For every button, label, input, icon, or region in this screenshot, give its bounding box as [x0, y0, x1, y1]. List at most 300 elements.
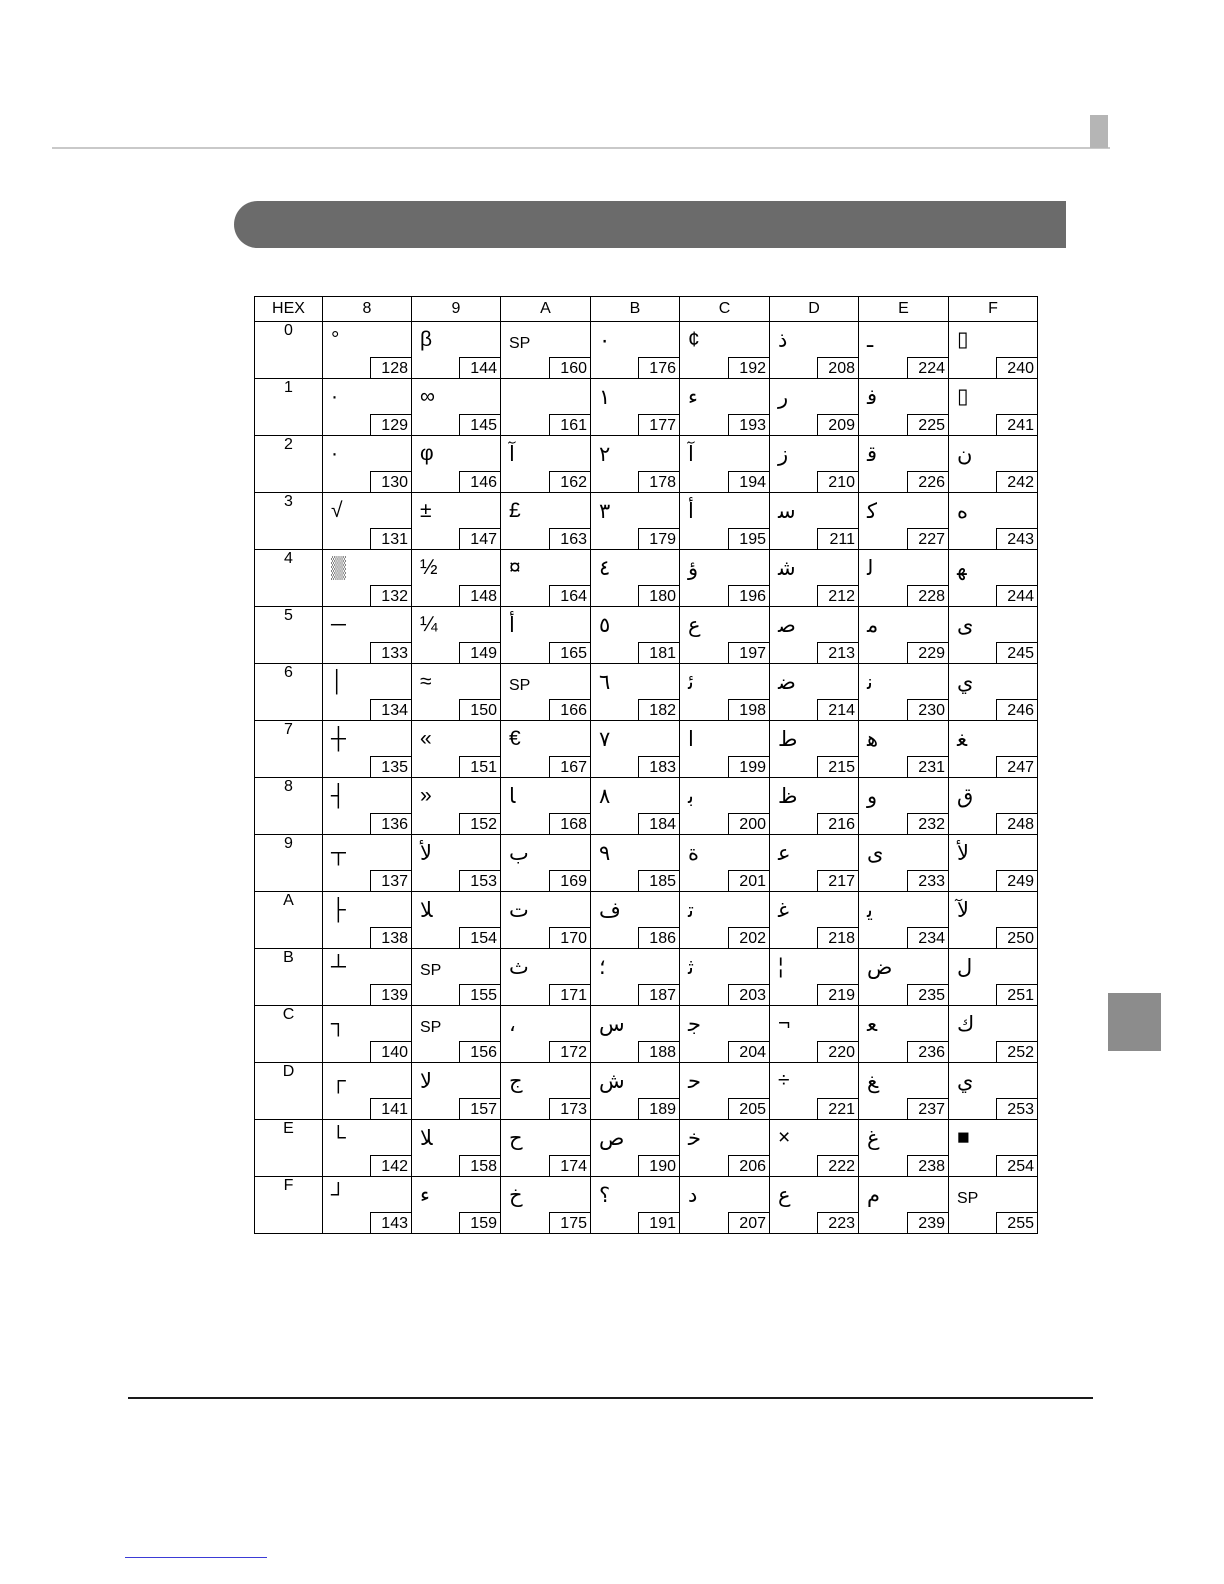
char-glyph: ﻓ [867, 385, 878, 409]
char-cell [680, 1120, 770, 1177]
char-cell [859, 721, 949, 778]
char-code: 154 [459, 927, 501, 949]
char-cell [412, 778, 501, 835]
char-code: 167 [549, 756, 591, 778]
char-cell [949, 892, 1038, 949]
char-cell [680, 721, 770, 778]
header-tab-marker [1090, 115, 1108, 148]
char-code: 225 [907, 414, 949, 436]
char-glyph: ﺿ [778, 670, 796, 694]
header-col: 9 [412, 297, 501, 322]
char-cell [591, 664, 680, 721]
char-code: 193 [728, 414, 770, 436]
char-code: 177 [638, 414, 680, 436]
row-hex-label: F [255, 1177, 323, 1234]
char-code: 220 [817, 1041, 859, 1063]
char-cell [770, 1120, 859, 1177]
table-row [255, 835, 1038, 892]
char-cell [412, 664, 501, 721]
char-cell [412, 892, 501, 949]
char-code: 182 [638, 699, 680, 721]
char-cell [501, 664, 591, 721]
char-code: 130 [370, 471, 412, 493]
row-hex-label: 8 [255, 778, 323, 835]
row-hex-label: 1 [255, 379, 323, 436]
char-code: 145 [459, 414, 501, 436]
char-glyph: ﻼ [420, 1126, 433, 1150]
char-cell [501, 949, 591, 1006]
char-code: 155 [459, 984, 501, 1006]
char-code: 188 [638, 1041, 680, 1063]
char-cell [323, 1063, 412, 1120]
char-code: 144 [459, 357, 501, 379]
char-glyph: ﻋ [778, 841, 791, 865]
char-glyph: ذ [778, 328, 788, 352]
char-cell [680, 949, 770, 1006]
char-code: 146 [459, 471, 501, 493]
char-cell [591, 721, 680, 778]
char-code: 238 [907, 1155, 949, 1177]
char-code: 183 [638, 756, 680, 778]
char-code: 216 [817, 813, 859, 835]
char-glyph: ك [957, 1012, 975, 1036]
char-code: 134 [370, 699, 412, 721]
char-cell [680, 607, 770, 664]
char-cell [501, 1063, 591, 1120]
char-glyph: ش [599, 1069, 625, 1093]
char-glyph: ٢ [599, 442, 611, 466]
char-glyph: ▯ [957, 328, 969, 351]
char-glyph: ﻎ [867, 1069, 879, 1093]
char-glyph: ي [957, 670, 974, 694]
char-cell [680, 436, 770, 493]
footer-link-underline[interactable] [125, 1557, 267, 1558]
char-glyph: ﺎ [509, 784, 516, 808]
char-glyph: ┬ [331, 841, 346, 864]
char-cell [770, 1177, 859, 1234]
char-cell [770, 1063, 859, 1120]
char-glyph: » [420, 784, 432, 807]
char-glyph: · [331, 385, 338, 408]
char-code: 173 [549, 1098, 591, 1120]
char-cell [770, 835, 859, 892]
char-code: 161 [549, 414, 591, 436]
char-glyph: ┼ [331, 727, 346, 750]
char-code: 251 [996, 984, 1038, 1006]
char-glyph: ﻧ [867, 670, 873, 694]
char-code: 176 [638, 357, 680, 379]
char-cell [770, 778, 859, 835]
char-cell [501, 1006, 591, 1063]
char-code: 240 [996, 357, 1038, 379]
char-glyph: ﻬ [957, 556, 967, 580]
char-code: 237 [907, 1098, 949, 1120]
char-code: 137 [370, 870, 412, 892]
row-hex-label: 9 [255, 835, 323, 892]
char-cell [680, 1063, 770, 1120]
footer-rule [128, 1397, 1093, 1399]
char-glyph: ؛ [599, 955, 606, 979]
char-glyph: غ [867, 1126, 880, 1150]
char-code: 170 [549, 927, 591, 949]
table-row [255, 379, 1038, 436]
char-code: 236 [907, 1041, 949, 1063]
char-code: 199 [728, 756, 770, 778]
char-cell [412, 1120, 501, 1177]
char-glyph: ق [957, 784, 974, 808]
char-glyph: · [331, 442, 338, 465]
char-cell [501, 1177, 591, 1234]
header-hex: HEX [255, 297, 323, 322]
char-glyph: ¼ [420, 613, 438, 636]
char-glyph: ى [867, 841, 884, 865]
char-cell [859, 835, 949, 892]
char-glyph: β [420, 328, 433, 351]
char-cell [680, 493, 770, 550]
char-code: 202 [728, 927, 770, 949]
char-code: 186 [638, 927, 680, 949]
char-cell [501, 721, 591, 778]
char-code: 223 [817, 1212, 859, 1234]
char-code: 166 [549, 699, 591, 721]
table-row [255, 493, 1038, 550]
char-glyph: ﻣ [867, 613, 879, 637]
char-glyph: ٣ [599, 499, 611, 523]
table-row [255, 1120, 1038, 1177]
char-code: 184 [638, 813, 680, 835]
char-code: 140 [370, 1041, 412, 1063]
char-glyph: ؟ [599, 1183, 611, 1207]
table-row [255, 1063, 1038, 1120]
char-code: 228 [907, 585, 949, 607]
char-cell [323, 379, 412, 436]
char-code: 250 [996, 927, 1038, 949]
char-glyph: آ [688, 442, 694, 466]
table-row [255, 892, 1038, 949]
char-glyph: ° [331, 328, 340, 351]
char-cell [949, 436, 1038, 493]
char-cell [680, 550, 770, 607]
char-cell [680, 1006, 770, 1063]
char-code: 252 [996, 1041, 1038, 1063]
char-cell [591, 1120, 680, 1177]
char-cell [859, 778, 949, 835]
char-cell [949, 607, 1038, 664]
char-cell [949, 949, 1038, 1006]
char-cell [323, 1006, 412, 1063]
char-glyph: ٠ [599, 328, 611, 352]
header-col: E [859, 297, 949, 322]
char-code: 142 [370, 1155, 412, 1177]
table-row [255, 1177, 1038, 1234]
char-cell [859, 1063, 949, 1120]
char-code: 248 [996, 813, 1038, 835]
char-glyph: SP [420, 1019, 442, 1036]
char-code: 175 [549, 1212, 591, 1234]
row-hex-label: 4 [255, 550, 323, 607]
char-glyph: ف [599, 898, 621, 922]
char-code: 168 [549, 813, 591, 835]
char-code: 194 [728, 471, 770, 493]
char-cell [949, 379, 1038, 436]
char-code: 151 [459, 756, 501, 778]
char-cell [323, 607, 412, 664]
char-glyph: ص [599, 1126, 625, 1150]
char-glyph: أ [509, 613, 515, 637]
char-code: 129 [370, 414, 412, 436]
char-glyph: ± [420, 499, 432, 522]
char-code: 244 [996, 585, 1038, 607]
char-code: 163 [549, 528, 591, 550]
char-glyph: ┌ [331, 1069, 346, 1092]
char-cell [949, 1006, 1038, 1063]
char-glyph: ٧ [599, 727, 611, 751]
char-code: 217 [817, 870, 859, 892]
char-cell [949, 1120, 1038, 1177]
char-code: 149 [459, 642, 501, 664]
char-code: 234 [907, 927, 949, 949]
char-code: 179 [638, 528, 680, 550]
char-code: 233 [907, 870, 949, 892]
char-cell [949, 493, 1038, 550]
char-glyph: ─ [331, 613, 346, 636]
char-cell [859, 1120, 949, 1177]
chapter-thumb-tab [1108, 993, 1161, 1051]
char-glyph: ث [509, 955, 529, 979]
char-cell [770, 379, 859, 436]
char-cell [949, 550, 1038, 607]
char-cell [859, 892, 949, 949]
char-cell [501, 892, 591, 949]
char-cell [412, 949, 501, 1006]
char-glyph: ¦ [778, 955, 784, 978]
char-glyph: ط [778, 727, 798, 751]
char-glyph: م [867, 1183, 881, 1207]
char-cell [323, 721, 412, 778]
char-glyph: ﺟ [688, 1012, 701, 1036]
char-cell [412, 436, 501, 493]
char-code: 205 [728, 1098, 770, 1120]
char-code: 245 [996, 642, 1038, 664]
char-cell [859, 1006, 949, 1063]
header-col: A [501, 297, 591, 322]
char-glyph: ÷ [778, 1069, 790, 1092]
char-glyph: ┐ [331, 1012, 346, 1035]
char-cell [591, 550, 680, 607]
char-code: 214 [817, 699, 859, 721]
char-cell [323, 892, 412, 949]
char-code: 185 [638, 870, 680, 892]
row-hex-label: 3 [255, 493, 323, 550]
char-cell [501, 778, 591, 835]
char-code: 211 [817, 528, 859, 550]
char-cell [680, 379, 770, 436]
char-cell [323, 493, 412, 550]
row-hex-label: 6 [255, 664, 323, 721]
char-cell [859, 607, 949, 664]
char-code: 208 [817, 357, 859, 379]
char-cell [859, 1177, 949, 1234]
char-glyph: ١ [599, 385, 611, 409]
char-cell [680, 322, 770, 379]
row-hex-label: E [255, 1120, 323, 1177]
char-code: 181 [638, 642, 680, 664]
char-code: 230 [907, 699, 949, 721]
char-code: 227 [907, 528, 949, 550]
char-code: 162 [549, 471, 591, 493]
char-code: 213 [817, 642, 859, 664]
char-glyph: ع [778, 1183, 791, 1207]
char-glyph: ﻫ [867, 727, 879, 751]
char-code: 231 [907, 756, 949, 778]
char-glyph: ﻐ [957, 727, 968, 751]
char-code: 138 [370, 927, 412, 949]
char-cell [680, 664, 770, 721]
char-glyph: ح [509, 1126, 523, 1150]
char-code: 224 [907, 357, 949, 379]
section-banner [234, 201, 1066, 248]
char-cell [949, 1177, 1038, 1234]
char-glyph: SP [420, 962, 442, 979]
char-glyph: ٨ [599, 784, 611, 808]
char-code: 197 [728, 642, 770, 664]
table-row [255, 1006, 1038, 1063]
char-cell [770, 493, 859, 550]
char-glyph: ت [509, 898, 529, 922]
char-glyph: خ [509, 1183, 523, 1207]
char-code: 128 [370, 357, 412, 379]
char-cell [591, 607, 680, 664]
char-cell [680, 835, 770, 892]
char-code: 239 [907, 1212, 949, 1234]
char-glyph: ء [688, 385, 698, 409]
char-glyph: ﺳ [778, 499, 796, 523]
char-cell [770, 607, 859, 664]
char-code: 171 [549, 984, 591, 1006]
char-glyph: ع [688, 613, 701, 637]
char-code: 200 [728, 813, 770, 835]
char-glyph: φ [420, 442, 434, 465]
char-glyph: SP [509, 677, 531, 694]
char-glyph: ؤ [688, 556, 699, 580]
char-code: 165 [549, 642, 591, 664]
char-cell [949, 721, 1038, 778]
char-glyph: ﺧ [688, 1126, 701, 1150]
char-glyph: £ [509, 499, 521, 522]
char-cell [591, 436, 680, 493]
char-cell [591, 1063, 680, 1120]
char-glyph: ▒ [331, 556, 346, 579]
char-code: 247 [996, 756, 1038, 778]
char-code: 187 [638, 984, 680, 1006]
char-code: 132 [370, 585, 412, 607]
char-glyph: ج [509, 1069, 523, 1093]
char-code: 241 [996, 414, 1038, 436]
char-cell [591, 1006, 680, 1063]
header-col: D [770, 297, 859, 322]
char-cell [412, 322, 501, 379]
char-cell [591, 892, 680, 949]
char-glyph: ٤ [599, 556, 611, 580]
char-glyph: « [420, 727, 432, 750]
char-code: 249 [996, 870, 1038, 892]
char-cell [859, 322, 949, 379]
char-code: 222 [817, 1155, 859, 1177]
char-cell [770, 1006, 859, 1063]
header-rule [52, 147, 1110, 149]
char-code: 136 [370, 813, 412, 835]
char-glyph: ┤ [331, 784, 346, 807]
char-code: 195 [728, 528, 770, 550]
char-code: 150 [459, 699, 501, 721]
char-code: 174 [549, 1155, 591, 1177]
char-glyph: ﻗ [867, 442, 878, 466]
char-cell [591, 322, 680, 379]
char-glyph: ﻛ [867, 499, 877, 523]
char-cell [859, 379, 949, 436]
char-code: 192 [728, 357, 770, 379]
char-code: 242 [996, 471, 1038, 493]
char-code: 141 [370, 1098, 412, 1120]
char-glyph: ٥ [599, 613, 611, 637]
char-cell [949, 1063, 1038, 1120]
char-glyph: ز [778, 442, 789, 466]
table-row [255, 550, 1038, 607]
char-cell [323, 778, 412, 835]
char-cell [323, 949, 412, 1006]
char-glyph: ﺗ [688, 898, 694, 922]
char-cell [770, 664, 859, 721]
char-glyph: أ [688, 499, 694, 523]
table-header-row [255, 297, 1038, 322]
char-glyph: ┘ [331, 1183, 346, 1206]
char-glyph: ض [867, 955, 893, 979]
row-hex-label: B [255, 949, 323, 1006]
table-row [255, 607, 1038, 664]
char-cell [323, 1120, 412, 1177]
char-code: 203 [728, 984, 770, 1006]
char-glyph: √ [331, 499, 343, 522]
char-cell [591, 1177, 680, 1234]
char-code: 235 [907, 984, 949, 1006]
char-cell [501, 550, 591, 607]
char-code: 131 [370, 528, 412, 550]
char-code: 139 [370, 984, 412, 1006]
char-code: 133 [370, 642, 412, 664]
char-code: 207 [728, 1212, 770, 1234]
char-cell [949, 778, 1038, 835]
char-glyph: ﺣ [688, 1069, 701, 1093]
char-cell [323, 436, 412, 493]
char-glyph: ﻷ [957, 841, 969, 865]
char-code: 209 [817, 414, 859, 436]
char-code: 148 [459, 585, 501, 607]
char-glyph: ■ [957, 1126, 970, 1149]
char-glyph: ┴ [331, 955, 346, 978]
char-glyph: ½ [420, 556, 438, 579]
char-cell [412, 607, 501, 664]
char-code: 196 [728, 585, 770, 607]
char-code: 158 [459, 1155, 501, 1177]
char-code: 157 [459, 1098, 501, 1120]
char-glyph: ﻳ [867, 898, 873, 922]
char-glyph: ﻌ [867, 1012, 878, 1036]
char-cell [412, 493, 501, 550]
char-glyph: ﺋ [688, 670, 694, 694]
char-code: 218 [817, 927, 859, 949]
char-cell [680, 778, 770, 835]
char-code: 243 [996, 528, 1038, 550]
